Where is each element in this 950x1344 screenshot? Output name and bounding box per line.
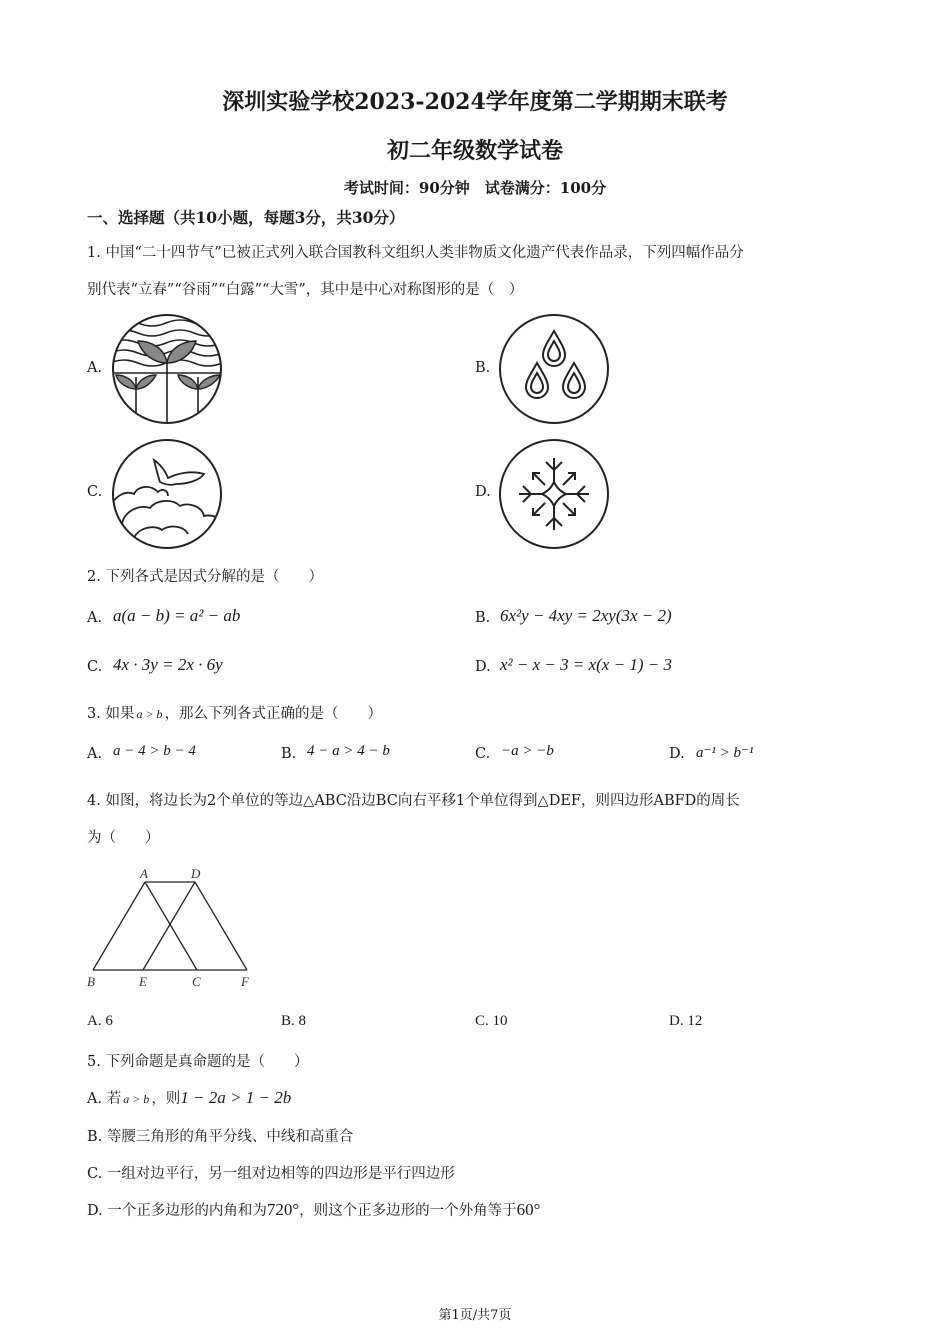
q2-stem: 2. 下列各式是因式分解的是（ ） bbox=[87, 569, 323, 585]
snowflake-emblem-icon bbox=[497, 438, 612, 550]
q2-option-d: x² − x − 3 = x(x − 1) − 3 bbox=[500, 655, 672, 674]
q1-option-d-label: D. bbox=[475, 484, 491, 500]
q1-stem-line1: 1. 中国“二十四节气”已被正式列入联合国教科文组织人类非物质文化遗产代表作品录，下列四幅作品分 bbox=[87, 245, 744, 261]
q5-option-d-middle: ，则这个正多边形的一个外角等于 bbox=[299, 1203, 517, 1219]
q3-option-d: a⁻¹ > b⁻¹ bbox=[696, 745, 754, 761]
q3-stem-suffix: ，那么下列各式正确的是（ ） bbox=[164, 706, 383, 722]
water-drops-emblem-icon bbox=[497, 313, 612, 425]
q3-option-b-label: B. bbox=[281, 746, 297, 762]
q3-option-b: 4 − a > 4 − b bbox=[307, 743, 390, 759]
q4-option-b: B. 8 bbox=[281, 1013, 307, 1029]
q3-option-a-label: A. bbox=[87, 746, 103, 762]
q3-option-d-label: D. bbox=[669, 746, 685, 762]
q2-option-b-label: B. bbox=[475, 610, 491, 626]
q3-stem bbox=[87, 702, 382, 723]
vertex-label-b: B bbox=[87, 974, 95, 989]
q2-option-d-label: D. bbox=[475, 659, 491, 675]
q5-option-b: B. 等腰三角形的角平分线、中线和高重合 bbox=[87, 1129, 354, 1145]
q4-option-d: D. 12 bbox=[669, 1013, 703, 1029]
vertex-label-e: E bbox=[139, 974, 147, 989]
q1-stem-line2: 别代表“立春”“谷雨”“白露”“大雪”，其中是中心对称图形的是（ ） bbox=[87, 282, 524, 298]
q5-option-d-value1: 720° bbox=[266, 1200, 300, 1219]
q5-option-d-prefix: D. 一个正多边形的内角和为 bbox=[87, 1203, 267, 1219]
q1-option-c-label: C. bbox=[87, 484, 103, 500]
q1-option-a-label: A. bbox=[87, 360, 103, 376]
q2-option-a-label: A. bbox=[87, 610, 103, 626]
q4-stem-line2: 为（ ） bbox=[87, 830, 160, 846]
vertex-label-a: A bbox=[140, 866, 148, 881]
q3-option-c-label: C. bbox=[475, 746, 491, 762]
q2-option-c-label: C. bbox=[87, 659, 103, 675]
q5-option-a-expr: 1 − 2a > 1 − 2b bbox=[180, 1088, 292, 1107]
exam-info: 考试时间：90分钟 试卷满分：100分 bbox=[343, 179, 607, 197]
page-number: 第1页/共7页 bbox=[438, 1308, 512, 1323]
vertex-label-f: F bbox=[241, 974, 249, 989]
triangle-translation-figure bbox=[85, 864, 260, 994]
q3-stem-prefix: 3. 如果 bbox=[87, 706, 135, 722]
q5-option-d bbox=[87, 1199, 540, 1220]
q3-option-c: −a > −b bbox=[501, 743, 554, 759]
sprout-emblem-icon bbox=[110, 313, 225, 425]
q5-option-a-prefix: A. 若 bbox=[87, 1091, 122, 1107]
q5-option-a-then: ，则 bbox=[151, 1091, 181, 1107]
q4-stem-line1: 4. 如图，将边长为2个单位的等边△ABC沿边BC向右平移1个单位得到△DEF，则四边形ABFD的周长 bbox=[87, 793, 740, 809]
vertex-label-c: C bbox=[192, 974, 201, 989]
q5-option-a-condition: a > b bbox=[123, 1092, 150, 1106]
q1-option-b-label: B. bbox=[475, 360, 491, 376]
q5-stem: 5. 下列命题是真命题的是（ ） bbox=[87, 1054, 309, 1070]
bird-clouds-emblem-icon bbox=[110, 438, 225, 550]
q3-condition: a > b bbox=[136, 707, 163, 721]
q4-option-a: A. 6 bbox=[87, 1013, 113, 1029]
q5-option-a bbox=[87, 1087, 291, 1108]
q3-option-a: a − 4 > b − 4 bbox=[113, 743, 196, 759]
exam-title: 深圳实验学校2023-2024学年度第二学期期末联考 bbox=[222, 89, 728, 115]
section-heading: 一、选择题（共10小题，每题3分，共30分） bbox=[87, 208, 405, 227]
q2-option-c: 4x · 3y = 2x · 6y bbox=[113, 655, 223, 674]
q2-option-b: 6x²y − 4xy = 2xy(3x − 2) bbox=[500, 606, 672, 625]
q5-option-c: C. 一组对边平行，另一组对边相等的四边形是平行四边形 bbox=[87, 1166, 455, 1182]
q2-option-a: a(a − b) = a² − ab bbox=[113, 606, 241, 625]
vertex-label-d: D bbox=[191, 866, 201, 881]
q4-option-c: C. 10 bbox=[475, 1013, 508, 1029]
q5-option-d-value2: 60° bbox=[516, 1200, 541, 1219]
exam-subtitle: 初二年级数学试卷 bbox=[386, 138, 563, 164]
